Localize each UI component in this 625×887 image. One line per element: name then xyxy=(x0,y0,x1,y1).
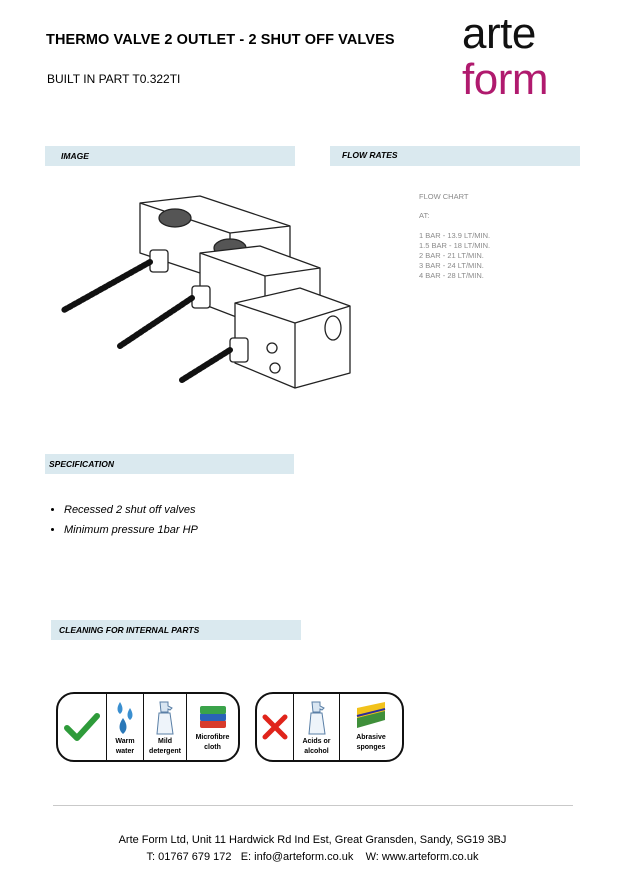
spray-bottle-icon xyxy=(154,700,176,736)
brand-logo xyxy=(462,9,548,104)
cleaning-label-line-2: cloth xyxy=(204,744,221,751)
cleaning-acids-alcohol xyxy=(294,694,340,760)
cleaning-allowed-check xyxy=(58,694,107,760)
flow-chart xyxy=(419,192,490,281)
section-header-cleaning: CLEANING FOR INTERNAL PARTS xyxy=(51,620,301,640)
spray-bottle-icon xyxy=(306,700,328,736)
document-subtitle: BUILT IN PART T0.322TI xyxy=(47,72,181,86)
logo-line-1: arte xyxy=(462,9,536,58)
logo-line-2: form xyxy=(462,55,548,104)
document-title: THERMO VALVE 2 OUTLET - 2 SHUT OFF VALVES xyxy=(46,32,395,48)
cleaning-label-line-2: detergent xyxy=(149,748,181,755)
cleaning-abrasive-sponges xyxy=(340,694,402,760)
cleaning-label-line-1: Microfibre xyxy=(195,734,230,741)
flow-chart-at: AT: xyxy=(419,211,430,220)
cleaning-label-line-1: Mild xyxy=(158,738,172,745)
cleaning-allowed-panel xyxy=(56,692,240,762)
flow-rate-5: 4 BAR - 28 LT/MIN. xyxy=(419,271,484,280)
specification-item: • Minimum pressure 1bar HP xyxy=(64,524,198,536)
flow-rate-2: 1.5 BAR - 18 LT/MIN. xyxy=(419,241,491,250)
sponge-icon xyxy=(354,700,388,732)
footer-contacts: T: 01767 679 172 E: info@arteform.co.uk W: www.arteform.co.uk xyxy=(146,851,479,863)
flow-chart-heading: FLOW CHART xyxy=(419,192,469,201)
specification-item: • Recessed 2 shut off valves xyxy=(64,504,198,516)
cleaning-forbidden-panel xyxy=(255,692,404,762)
cleaning-label-line-1: Acids or xyxy=(302,738,331,745)
footer-address: Arte Form Ltd, Unit 11 Hardwick Rd Ind Est, Great Gransden, Sandy, SG19 3BJ xyxy=(118,834,507,846)
cleaning-warm-water xyxy=(107,694,144,760)
cross-icon xyxy=(261,713,289,741)
cleaning-label-line-2: alcohol xyxy=(304,748,329,755)
valve-product-image xyxy=(50,188,360,408)
section-header-image: IMAGE xyxy=(45,146,295,166)
water-drops-icon xyxy=(112,700,138,736)
cleaning-mild-detergent xyxy=(144,694,187,760)
cleaning-label-line-2: sponges xyxy=(356,744,386,751)
cleaning-label-line-2: water xyxy=(115,748,135,755)
flow-rate-1: 1 BAR - 13.9 LT/MIN. xyxy=(419,231,491,240)
check-icon xyxy=(64,712,100,742)
cloth-icon xyxy=(197,700,229,732)
section-header-specification: SPECIFICATION xyxy=(45,454,294,474)
cleaning-forbidden-cross xyxy=(257,694,294,760)
footer-divider xyxy=(53,805,573,806)
flow-rate-3: 2 BAR - 21 LT/MIN. xyxy=(419,251,484,260)
cleaning-label-line-1: Warm xyxy=(115,738,135,745)
cleaning-label-line-1: Abrasive xyxy=(356,734,386,741)
specification-list xyxy=(48,504,198,544)
flow-rate-4: 3 BAR - 24 LT/MIN. xyxy=(419,261,484,270)
section-header-flow-rates: FLOW RATES xyxy=(330,146,580,166)
cleaning-microfibre-cloth xyxy=(187,694,238,760)
